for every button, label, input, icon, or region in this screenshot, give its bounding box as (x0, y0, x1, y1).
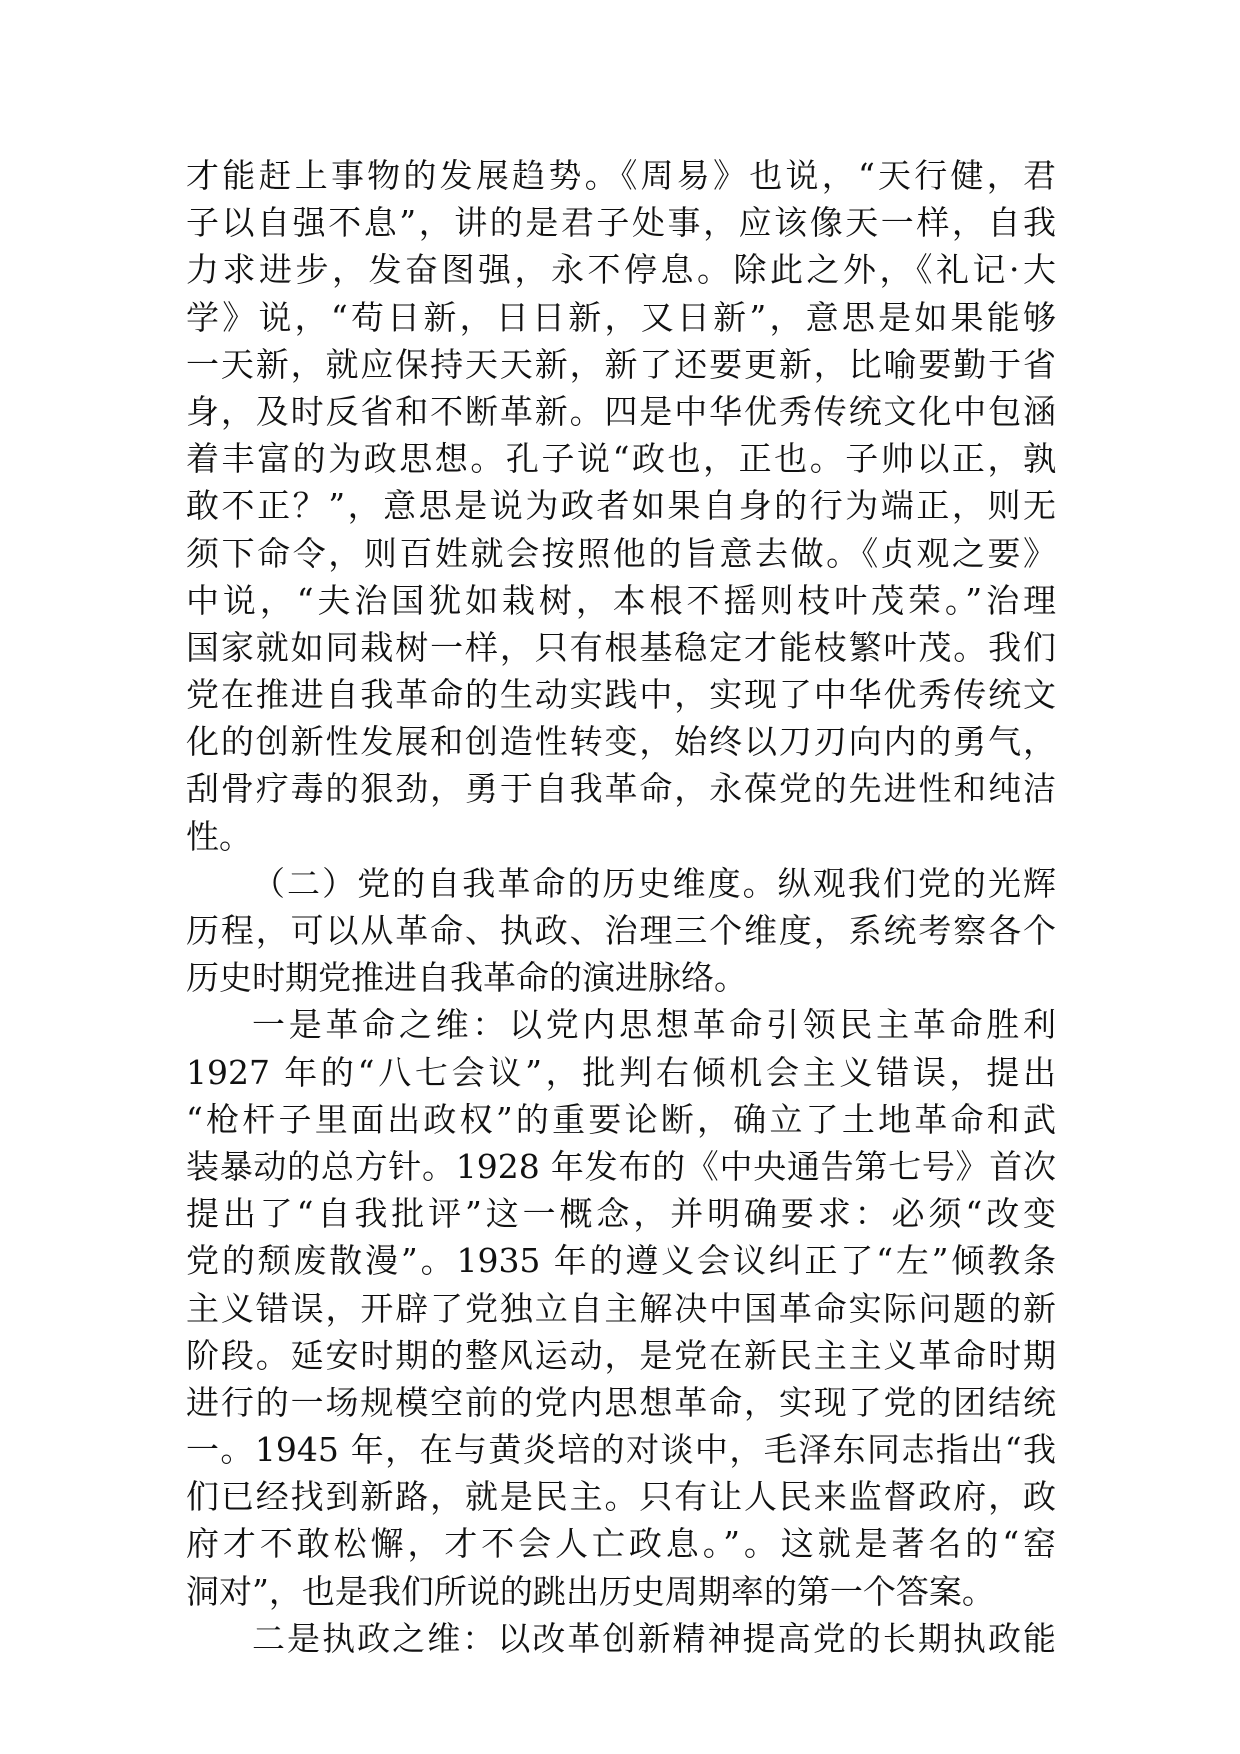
text-line: 着丰富的为政思想。孔子说“政也，正也。子帅以正，孰 (186, 439, 1056, 479)
paragraph (186, 860, 1056, 1002)
paragraph (186, 1615, 1056, 1662)
body-text (186, 152, 1056, 1662)
text-line: “枪杆子里面出政权”的重要论断，确立了土地革命和武 (186, 1099, 1056, 1139)
text-line: 一是革命之维：以党内思想革命引领民主革命胜利 (252, 1005, 1056, 1045)
text-line: 们已经找到新路，就是民主。只有让人民来监督政府，政 (186, 1477, 1056, 1517)
text-line: 敢不正？”，意思是说为政者如果自身的行为端正，则无 (186, 486, 1056, 526)
text-line: 阶段。延安时期的整风运动，是党在新民主主义革命时期 (186, 1335, 1056, 1375)
text-line: 府才不敢松懈，才不会人亡政息。”。这就是著名的“窑 (186, 1524, 1056, 1564)
text-line: 一天新，就应保持天天新，新了还要更新，比喻要勤于省 (186, 344, 1056, 384)
text-line: 党的颓废散漫”。1935 年的遵义会议纠正了“左”倾教条 (186, 1241, 1056, 1281)
text-line: 中说，“夫治国犹如栽树，本根不摇则枝叶茂荣。”治理 (186, 580, 1056, 620)
paragraph (186, 1001, 1056, 1614)
text-line: （二）党的自我革命的历史维度。纵观我们党的光辉 (252, 863, 1056, 903)
text-line: 1927 年的“八七会议”，批判右倾机会主义错误，提出 (186, 1052, 1056, 1092)
text-line: 历史时期党推进自我革命的演进脉络。 (186, 958, 747, 998)
text-line: 二是执政之维：以改革创新精神提高党的长期执政能 (252, 1618, 1056, 1658)
text-line: 力求进步，发奋图强，永不停息。除此之外，《礼记·大 (186, 250, 1056, 290)
text-line: 主义错误，开辟了党独立自主解决中国革命实际问题的新 (186, 1288, 1056, 1328)
text-line: 提出了“自我批评”这一概念，并明确要求：必须“改变 (186, 1194, 1056, 1234)
text-line: 才能赶上事物的发展趋势。《周易》也说，“天行健，君 (186, 156, 1056, 195)
text-line: 国家就如同栽树一样，只有根基稳定才能枝繁叶茂。我们 (186, 627, 1056, 667)
text-line: 身，及时反省和不断革新。四是中华优秀传统文化中包涵 (186, 391, 1056, 431)
text-line: 进行的一场规模空前的党内思想革命，实现了党的团结统 (186, 1382, 1056, 1422)
text-line: 洞对”，也是我们所说的跳出历史周期率的第一个答案。 (186, 1571, 995, 1611)
text-line: 学》说，“苟日新，日日新，又日新”，意思是如果能够 (186, 297, 1056, 337)
text-line: 须下命令，则百姓就会按照他的旨意去做。《贞观之要》 (186, 533, 1056, 573)
paragraph (186, 152, 1056, 860)
text-line: 性。 (186, 816, 252, 856)
text-line: 刮骨疗毒的狠劲，勇于自我革命，永葆党的先进性和纯洁 (186, 769, 1056, 809)
text-line: 化的创新性发展和创造性转变，始终以刀刃向内的勇气， (186, 722, 1056, 762)
text-line: 一。1945 年，在与黄炎培的对谈中，毛泽东同志指出“我 (186, 1430, 1056, 1470)
text-line: 子以自强不息”，讲的是君子处事，应该像天一样，自我 (186, 203, 1056, 243)
text-line: 历程，可以从革命、执政、治理三个维度，系统考察各个 (186, 911, 1056, 950)
text-line: 装暴动的总方针。1928 年发布的《中央通告第七号》首次 (186, 1146, 1056, 1186)
text-line: 党在推进自我革命的生动实践中，实现了中华优秀传统文 (186, 675, 1056, 715)
